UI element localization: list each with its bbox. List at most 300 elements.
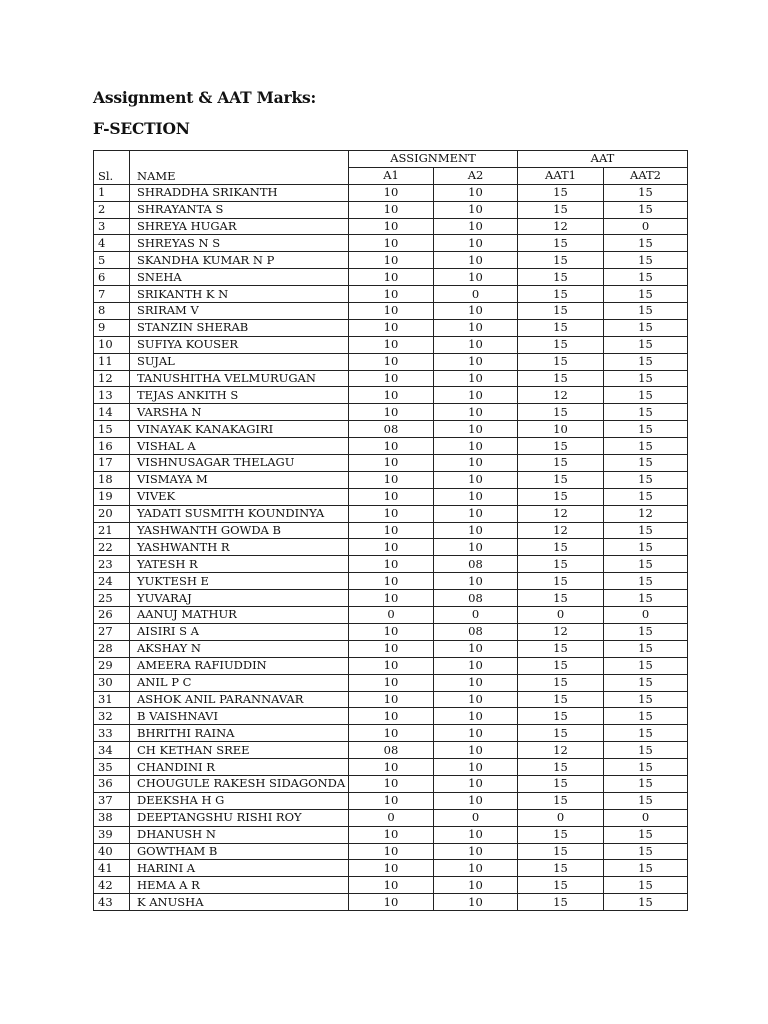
cell-sl: 4 bbox=[94, 235, 130, 252]
cell-sl: 7 bbox=[94, 286, 130, 303]
table-row bbox=[94, 708, 688, 725]
cell-a2: 10 bbox=[434, 725, 518, 742]
cell-aat2: 15 bbox=[604, 775, 688, 792]
cell-aat1: 15 bbox=[518, 894, 604, 911]
header-a2: A2 bbox=[434, 167, 518, 184]
cell-name: BHRITHI RAINA bbox=[130, 725, 349, 742]
table-row bbox=[94, 826, 688, 843]
cell-a1: 10 bbox=[349, 505, 434, 522]
table-row bbox=[94, 201, 688, 218]
cell-sl: 11 bbox=[94, 353, 130, 370]
cell-aat2: 15 bbox=[604, 759, 688, 776]
cell-a1: 10 bbox=[349, 640, 434, 657]
cell-aat1: 15 bbox=[518, 471, 604, 488]
header-name: NAME bbox=[130, 151, 349, 185]
cell-sl: 8 bbox=[94, 303, 130, 320]
cell-aat1: 15 bbox=[518, 775, 604, 792]
cell-a1: 10 bbox=[349, 691, 434, 708]
cell-aat2: 15 bbox=[604, 455, 688, 472]
cell-aat2: 15 bbox=[604, 353, 688, 370]
cell-aat2: 15 bbox=[604, 894, 688, 911]
cell-a1: 10 bbox=[349, 674, 434, 691]
table-row bbox=[94, 809, 688, 826]
cell-aat1: 15 bbox=[518, 184, 604, 201]
cell-aat2: 0 bbox=[604, 218, 688, 235]
cell-a1: 10 bbox=[349, 455, 434, 472]
cell-aat2: 15 bbox=[604, 201, 688, 218]
cell-name: VINAYAK KANAKAGIRI bbox=[130, 421, 349, 438]
table-row bbox=[94, 792, 688, 809]
table-row bbox=[94, 319, 688, 336]
cell-name: SKANDHA KUMAR N P bbox=[130, 252, 349, 269]
cell-aat2: 15 bbox=[604, 573, 688, 590]
cell-a1: 10 bbox=[349, 269, 434, 286]
cell-sl: 6 bbox=[94, 269, 130, 286]
cell-a2: 10 bbox=[434, 877, 518, 894]
table-row bbox=[94, 623, 688, 640]
cell-name: YATESH R bbox=[130, 556, 349, 573]
cell-a1: 10 bbox=[349, 539, 434, 556]
cell-aat1: 15 bbox=[518, 556, 604, 573]
cell-sl: 9 bbox=[94, 319, 130, 336]
cell-aat2: 15 bbox=[604, 539, 688, 556]
cell-aat2: 15 bbox=[604, 843, 688, 860]
cell-aat1: 15 bbox=[518, 843, 604, 860]
cell-aat1: 12 bbox=[518, 522, 604, 539]
cell-name: SRIKANTH K N bbox=[130, 286, 349, 303]
cell-a2: 10 bbox=[434, 742, 518, 759]
cell-name: B VAISHNAVI bbox=[130, 708, 349, 725]
table-row bbox=[94, 607, 688, 624]
cell-name: DEEKSHA H G bbox=[130, 792, 349, 809]
cell-sl: 30 bbox=[94, 674, 130, 691]
cell-a1: 10 bbox=[349, 353, 434, 370]
cell-name: VISMAYA M bbox=[130, 471, 349, 488]
cell-a2: 0 bbox=[434, 607, 518, 624]
cell-a1: 10 bbox=[349, 759, 434, 776]
cell-sl: 19 bbox=[94, 488, 130, 505]
table-row bbox=[94, 860, 688, 877]
cell-a2: 08 bbox=[434, 623, 518, 640]
table-row bbox=[94, 691, 688, 708]
cell-name: SHREYAS N S bbox=[130, 235, 349, 252]
cell-name: AKSHAY N bbox=[130, 640, 349, 657]
cell-sl: 5 bbox=[94, 252, 130, 269]
cell-a2: 10 bbox=[434, 860, 518, 877]
cell-aat2: 0 bbox=[604, 809, 688, 826]
cell-name: SUJAL bbox=[130, 353, 349, 370]
cell-a2: 08 bbox=[434, 590, 518, 607]
table-row bbox=[94, 539, 688, 556]
cell-sl: 21 bbox=[94, 522, 130, 539]
cell-sl: 24 bbox=[94, 573, 130, 590]
cell-sl: 23 bbox=[94, 556, 130, 573]
cell-sl: 15 bbox=[94, 421, 130, 438]
cell-name: YASHWANTH GOWDA B bbox=[130, 522, 349, 539]
cell-a2: 10 bbox=[434, 387, 518, 404]
cell-a2: 10 bbox=[434, 201, 518, 218]
cell-name: DEEPTANGSHU RISHI ROY bbox=[130, 809, 349, 826]
cell-aat1: 12 bbox=[518, 505, 604, 522]
cell-aat1: 15 bbox=[518, 674, 604, 691]
cell-aat1: 15 bbox=[518, 353, 604, 370]
cell-aat2: 15 bbox=[604, 522, 688, 539]
cell-a2: 10 bbox=[434, 775, 518, 792]
cell-a2: 10 bbox=[434, 252, 518, 269]
cell-a2: 10 bbox=[434, 657, 518, 674]
cell-a1: 10 bbox=[349, 438, 434, 455]
cell-a2: 10 bbox=[434, 336, 518, 353]
cell-a2: 0 bbox=[434, 286, 518, 303]
cell-name: TEJAS ANKITH S bbox=[130, 387, 349, 404]
cell-name: DHANUSH N bbox=[130, 826, 349, 843]
cell-aat1: 12 bbox=[518, 742, 604, 759]
table-row bbox=[94, 455, 688, 472]
cell-sl: 41 bbox=[94, 860, 130, 877]
cell-a2: 10 bbox=[434, 691, 518, 708]
cell-aat1: 15 bbox=[518, 269, 604, 286]
cell-name: K ANUSHA bbox=[130, 894, 349, 911]
cell-aat2: 15 bbox=[604, 184, 688, 201]
cell-aat1: 15 bbox=[518, 235, 604, 252]
cell-a1: 10 bbox=[349, 522, 434, 539]
cell-aat2: 15 bbox=[604, 235, 688, 252]
cell-a1: 10 bbox=[349, 708, 434, 725]
cell-aat2: 15 bbox=[604, 860, 688, 877]
cell-aat1: 15 bbox=[518, 860, 604, 877]
cell-aat1: 15 bbox=[518, 370, 604, 387]
table-row bbox=[94, 438, 688, 455]
cell-aat1: 15 bbox=[518, 404, 604, 421]
cell-aat1: 15 bbox=[518, 573, 604, 590]
table-row bbox=[94, 505, 688, 522]
cell-sl: 35 bbox=[94, 759, 130, 776]
cell-aat1: 15 bbox=[518, 438, 604, 455]
cell-sl: 29 bbox=[94, 657, 130, 674]
cell-aat1: 15 bbox=[518, 725, 604, 742]
table-row bbox=[94, 573, 688, 590]
cell-name: CHANDINI R bbox=[130, 759, 349, 776]
cell-name: CHOUGULE RAKESH SIDAGONDA bbox=[130, 775, 349, 792]
table-row bbox=[94, 640, 688, 657]
cell-sl: 2 bbox=[94, 201, 130, 218]
cell-a2: 10 bbox=[434, 505, 518, 522]
cell-a2: 10 bbox=[434, 218, 518, 235]
cell-a1: 10 bbox=[349, 303, 434, 320]
table-row bbox=[94, 471, 688, 488]
cell-a1: 10 bbox=[349, 286, 434, 303]
cell-name: VARSHA N bbox=[130, 404, 349, 421]
cell-name: AISIRI S A bbox=[130, 623, 349, 640]
cell-name: TANUSHITHA VELMURUGAN bbox=[130, 370, 349, 387]
cell-a2: 10 bbox=[434, 759, 518, 776]
cell-a1: 10 bbox=[349, 573, 434, 590]
cell-a1: 08 bbox=[349, 421, 434, 438]
table-row bbox=[94, 184, 688, 201]
cell-a2: 10 bbox=[434, 826, 518, 843]
cell-a1: 10 bbox=[349, 184, 434, 201]
table-row bbox=[94, 404, 688, 421]
table-row bbox=[94, 303, 688, 320]
cell-a1: 0 bbox=[349, 809, 434, 826]
cell-aat1: 15 bbox=[518, 336, 604, 353]
cell-sl: 33 bbox=[94, 725, 130, 742]
cell-aat1: 15 bbox=[518, 657, 604, 674]
cell-aat2: 15 bbox=[604, 556, 688, 573]
cell-aat1: 15 bbox=[518, 640, 604, 657]
cell-aat2: 15 bbox=[604, 319, 688, 336]
table-row bbox=[94, 894, 688, 911]
cell-a1: 10 bbox=[349, 488, 434, 505]
cell-a1: 10 bbox=[349, 319, 434, 336]
cell-a2: 10 bbox=[434, 539, 518, 556]
cell-a2: 10 bbox=[434, 184, 518, 201]
header-aat2: AAT2 bbox=[604, 167, 688, 184]
cell-aat2: 15 bbox=[604, 269, 688, 286]
table-row bbox=[94, 218, 688, 235]
table-row bbox=[94, 370, 688, 387]
cell-a1: 10 bbox=[349, 623, 434, 640]
table-row bbox=[94, 286, 688, 303]
cell-a2: 10 bbox=[434, 455, 518, 472]
cell-a2: 10 bbox=[434, 674, 518, 691]
cell-name: GOWTHAM B bbox=[130, 843, 349, 860]
cell-name: AMEERA RAFIUDDIN bbox=[130, 657, 349, 674]
cell-aat2: 15 bbox=[604, 792, 688, 809]
cell-a2: 0 bbox=[434, 809, 518, 826]
cell-a2: 10 bbox=[434, 573, 518, 590]
cell-name: VIVEK bbox=[130, 488, 349, 505]
cell-aat2: 15 bbox=[604, 387, 688, 404]
cell-a2: 10 bbox=[434, 640, 518, 657]
header-sl: Sl. bbox=[94, 151, 130, 185]
cell-aat2: 15 bbox=[604, 303, 688, 320]
cell-sl: 42 bbox=[94, 877, 130, 894]
header-a1: A1 bbox=[349, 167, 434, 184]
cell-aat2: 15 bbox=[604, 286, 688, 303]
cell-aat1: 12 bbox=[518, 218, 604, 235]
table-row bbox=[94, 235, 688, 252]
table-row bbox=[94, 556, 688, 573]
cell-sl: 12 bbox=[94, 370, 130, 387]
table-row bbox=[94, 725, 688, 742]
table-row bbox=[94, 252, 688, 269]
table-header bbox=[94, 151, 688, 185]
cell-aat2: 15 bbox=[604, 674, 688, 691]
header-row-group bbox=[94, 151, 688, 168]
cell-aat1: 15 bbox=[518, 759, 604, 776]
cell-name: SHREYA HUGAR bbox=[130, 218, 349, 235]
cell-name: VISHAL A bbox=[130, 438, 349, 455]
cell-aat2: 0 bbox=[604, 607, 688, 624]
cell-a1: 10 bbox=[349, 218, 434, 235]
cell-name: HARINI A bbox=[130, 860, 349, 877]
table-row bbox=[94, 590, 688, 607]
cell-aat2: 15 bbox=[604, 488, 688, 505]
table-row bbox=[94, 421, 688, 438]
table-row bbox=[94, 775, 688, 792]
cell-aat2: 15 bbox=[604, 336, 688, 353]
cell-sl: 38 bbox=[94, 809, 130, 826]
cell-name: STANZIN SHERAB bbox=[130, 319, 349, 336]
cell-aat2: 15 bbox=[604, 708, 688, 725]
cell-aat1: 15 bbox=[518, 708, 604, 725]
cell-aat1: 15 bbox=[518, 691, 604, 708]
cell-sl: 37 bbox=[94, 792, 130, 809]
cell-a1: 10 bbox=[349, 252, 434, 269]
cell-aat1: 15 bbox=[518, 455, 604, 472]
cell-name: YADATI SUSMITH KOUNDINYA bbox=[130, 505, 349, 522]
cell-sl: 10 bbox=[94, 336, 130, 353]
cell-name: SUFIYA KOUSER bbox=[130, 336, 349, 353]
cell-a2: 10 bbox=[434, 421, 518, 438]
cell-a2: 10 bbox=[434, 269, 518, 286]
cell-a1: 10 bbox=[349, 657, 434, 674]
cell-name: SHRAYANTA S bbox=[130, 201, 349, 218]
cell-a2: 10 bbox=[434, 319, 518, 336]
cell-aat1: 0 bbox=[518, 809, 604, 826]
cell-name: YUKTESH E bbox=[130, 573, 349, 590]
cell-a2: 10 bbox=[434, 522, 518, 539]
cell-sl: 16 bbox=[94, 438, 130, 455]
cell-aat2: 15 bbox=[604, 657, 688, 674]
cell-name: ASHOK ANIL PARANNAVAR bbox=[130, 691, 349, 708]
cell-a1: 10 bbox=[349, 775, 434, 792]
cell-sl: 36 bbox=[94, 775, 130, 792]
cell-a2: 10 bbox=[434, 894, 518, 911]
cell-name: ANIL P C bbox=[130, 674, 349, 691]
cell-aat1: 15 bbox=[518, 539, 604, 556]
cell-aat1: 15 bbox=[518, 303, 604, 320]
cell-aat2: 15 bbox=[604, 640, 688, 657]
cell-aat2: 15 bbox=[604, 590, 688, 607]
cell-aat2: 15 bbox=[604, 438, 688, 455]
cell-a2: 10 bbox=[434, 843, 518, 860]
cell-aat1: 12 bbox=[518, 387, 604, 404]
cell-sl: 27 bbox=[94, 623, 130, 640]
cell-aat1: 0 bbox=[518, 607, 604, 624]
table-row bbox=[94, 336, 688, 353]
cell-sl: 18 bbox=[94, 471, 130, 488]
section-title: F-SECTION bbox=[93, 119, 190, 138]
cell-sl: 31 bbox=[94, 691, 130, 708]
table-row bbox=[94, 657, 688, 674]
cell-aat2: 15 bbox=[604, 471, 688, 488]
cell-aat1: 15 bbox=[518, 488, 604, 505]
table-row bbox=[94, 488, 688, 505]
cell-aat2: 15 bbox=[604, 421, 688, 438]
cell-a1: 08 bbox=[349, 742, 434, 759]
cell-sl: 39 bbox=[94, 826, 130, 843]
cell-name: VISHNUSAGAR THELAGU bbox=[130, 455, 349, 472]
table-row bbox=[94, 674, 688, 691]
cell-aat2: 15 bbox=[604, 877, 688, 894]
table-body bbox=[94, 184, 688, 910]
header-aat1: AAT1 bbox=[518, 167, 604, 184]
cell-a2: 10 bbox=[434, 404, 518, 421]
cell-sl: 17 bbox=[94, 455, 130, 472]
cell-aat1: 15 bbox=[518, 252, 604, 269]
cell-a1: 10 bbox=[349, 235, 434, 252]
cell-name: YASHWANTH R bbox=[130, 539, 349, 556]
table-row bbox=[94, 269, 688, 286]
cell-a1: 0 bbox=[349, 607, 434, 624]
cell-sl: 1 bbox=[94, 184, 130, 201]
cell-a1: 10 bbox=[349, 370, 434, 387]
cell-sl: 34 bbox=[94, 742, 130, 759]
cell-aat2: 15 bbox=[604, 370, 688, 387]
cell-name: HEMA A R bbox=[130, 877, 349, 894]
table-row bbox=[94, 742, 688, 759]
cell-a1: 10 bbox=[349, 860, 434, 877]
cell-aat1: 10 bbox=[518, 421, 604, 438]
cell-a2: 10 bbox=[434, 471, 518, 488]
cell-a1: 10 bbox=[349, 877, 434, 894]
cell-sl: 43 bbox=[94, 894, 130, 911]
table-row bbox=[94, 522, 688, 539]
cell-sl: 26 bbox=[94, 607, 130, 624]
cell-sl: 3 bbox=[94, 218, 130, 235]
cell-a1: 10 bbox=[349, 404, 434, 421]
cell-aat1: 15 bbox=[518, 826, 604, 843]
cell-name: SNEHA bbox=[130, 269, 349, 286]
table-row bbox=[94, 387, 688, 404]
cell-a2: 10 bbox=[434, 792, 518, 809]
cell-sl: 25 bbox=[94, 590, 130, 607]
cell-aat1: 15 bbox=[518, 590, 604, 607]
cell-aat2: 12 bbox=[604, 505, 688, 522]
table-row bbox=[94, 877, 688, 894]
cell-aat1: 12 bbox=[518, 623, 604, 640]
cell-aat2: 15 bbox=[604, 691, 688, 708]
cell-aat2: 15 bbox=[604, 725, 688, 742]
cell-a2: 10 bbox=[434, 488, 518, 505]
cell-aat2: 15 bbox=[604, 742, 688, 759]
cell-sl: 32 bbox=[94, 708, 130, 725]
cell-name: SHRADDHA SRIKANTH bbox=[130, 184, 349, 201]
header-assignment: ASSIGNMENT bbox=[349, 151, 518, 168]
cell-a1: 10 bbox=[349, 471, 434, 488]
cell-name: AANUJ MATHUR bbox=[130, 607, 349, 624]
cell-sl: 28 bbox=[94, 640, 130, 657]
cell-sl: 20 bbox=[94, 505, 130, 522]
cell-a1: 10 bbox=[349, 556, 434, 573]
table-row bbox=[94, 843, 688, 860]
cell-a2: 08 bbox=[434, 556, 518, 573]
cell-a1: 10 bbox=[349, 336, 434, 353]
cell-a2: 10 bbox=[434, 370, 518, 387]
cell-aat1: 15 bbox=[518, 792, 604, 809]
cell-aat1: 15 bbox=[518, 319, 604, 336]
cell-aat2: 15 bbox=[604, 404, 688, 421]
cell-aat2: 15 bbox=[604, 623, 688, 640]
cell-aat1: 15 bbox=[518, 286, 604, 303]
cell-a2: 10 bbox=[434, 438, 518, 455]
cell-name: CH KETHAN SREE bbox=[130, 742, 349, 759]
cell-sl: 14 bbox=[94, 404, 130, 421]
marks-table bbox=[93, 150, 688, 911]
cell-aat1: 15 bbox=[518, 201, 604, 218]
cell-a1: 10 bbox=[349, 894, 434, 911]
table-row bbox=[94, 353, 688, 370]
cell-sl: 13 bbox=[94, 387, 130, 404]
cell-name: SRIRAM V bbox=[130, 303, 349, 320]
cell-sl: 40 bbox=[94, 843, 130, 860]
cell-a1: 10 bbox=[349, 387, 434, 404]
cell-a2: 10 bbox=[434, 708, 518, 725]
cell-a1: 10 bbox=[349, 590, 434, 607]
cell-a2: 10 bbox=[434, 303, 518, 320]
